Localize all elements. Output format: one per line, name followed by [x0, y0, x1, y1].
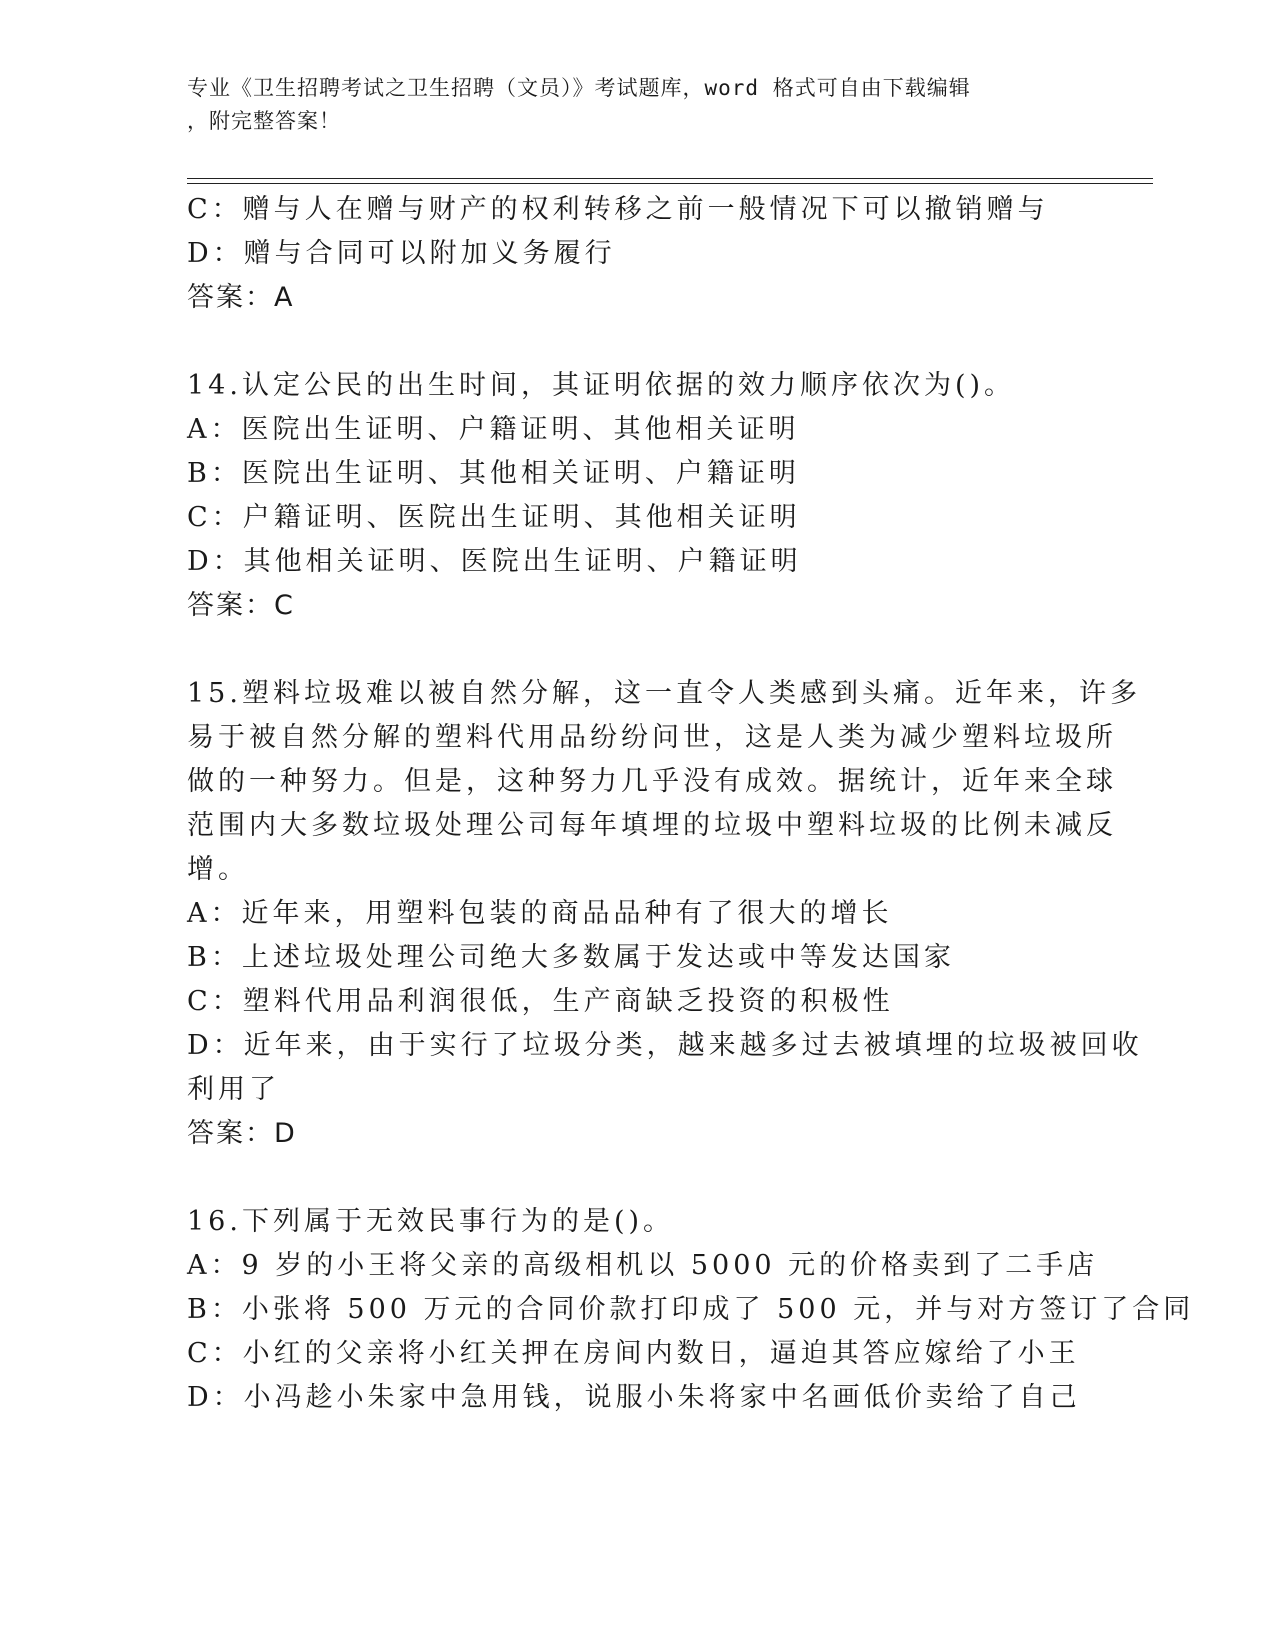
header-divider-top: [187, 178, 1153, 179]
q14-option-c: C：户籍证明、医院出生证明、其他相关证明: [187, 502, 801, 533]
q15-option-c: C：塑料代用品利润很低，生产商缺乏投资的积极性: [187, 986, 894, 1017]
q15-stem-line: 15.塑料垃圾难以被自然分解，这一直令人类感到头痛。近年来，许多: [187, 678, 1141, 709]
q15-option-a: A：近年来，用塑料包装的商品品种有了很大的增长: [187, 898, 893, 929]
q16-option-c: C：小红的父亲将小红关押在房间内数日，逼迫其答应嫁给了小王: [187, 1338, 1080, 1369]
document-header: [187, 72, 1067, 138]
q16-option-d: D：小冯趁小朱家中急用钱，说服小朱将家中名画低价卖给了自己: [187, 1382, 1081, 1413]
q16-option-a: A：9 岁的小王将父亲的高级相机以 5000 元的价格卖到了二手店: [187, 1250, 1099, 1281]
q15-stem-line: 易于被自然分解的塑料代用品纷纷问世，这是人类为减少塑料垃圾所: [187, 722, 1117, 753]
header-divider-bottom: [187, 183, 1153, 184]
q15-stem-line: 增。: [187, 854, 249, 885]
q14-option-a: A：医院出生证明、户籍证明、其他相关证明: [187, 414, 800, 445]
header-line-1: 专业《卫生招聘考试之卫生招聘（文员）》考试题库，word 格式可自由下载编辑: [187, 76, 971, 100]
q14-option-d: D：其他相关证明、医院出生证明、户籍证明: [187, 546, 802, 577]
q15-stem-line: 范围内大多数垃圾处理公司每年填埋的垃圾中塑料垃圾的比例未减反: [187, 810, 1117, 841]
header-line-2: ，附完整答案！: [187, 109, 341, 133]
q14-answer: 答案：C: [187, 590, 295, 621]
q16-option-b: B：小张将 500 万元的合同价款打印成了 500 元，并与对方签订了合同: [187, 1294, 1195, 1325]
q16-stem: 16.下列属于无效民事行为的是()。: [187, 1206, 675, 1237]
q13-option-c: C：赠与人在赠与财产的权利转移之前一般情况下可以撤销赠与: [187, 194, 1049, 225]
q15-option-d-line: 利用了: [187, 1074, 280, 1105]
q15-option-b: B：上述垃圾处理公司绝大多数属于发达或中等发达国家: [187, 942, 955, 973]
q15-option-d-line: D：近年来，由于实行了垃圾分类，越来越多过去被填埋的垃圾被回收: [187, 1030, 1143, 1061]
q15-answer: 答案：D: [187, 1118, 297, 1149]
q14-stem: 14.认定公民的出生时间，其证明依据的效力顺序依次为()。: [187, 370, 1016, 401]
q15-stem-line: 做的一种努力。但是，这种努力几乎没有成效。据统计，近年来全球: [187, 766, 1117, 797]
q13-option-d: D：赠与合同可以附加义务履行: [187, 238, 616, 269]
q13-answer: 答案：A: [187, 282, 295, 313]
q14-option-b: B：医院出生证明、其他相关证明、户籍证明: [187, 458, 800, 489]
